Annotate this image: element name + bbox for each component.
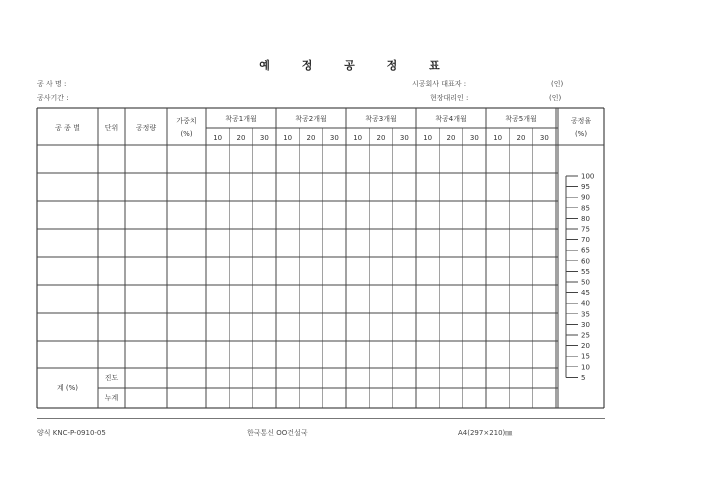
seal-mark: (인) [549,94,562,102]
rate-unit-header: (%) [574,130,588,138]
day-header: 20 [516,134,526,142]
day-header: 20 [306,134,316,142]
seal-mark: (인) [551,80,564,88]
quantity-header: 공정량 [135,124,157,132]
day-header: 20 [236,134,246,142]
day-header: 10 [213,134,223,142]
site-agent-label: 현장대리인 : [430,94,469,102]
scale-label: 100 [581,172,595,181]
weight-header: 가중치 [176,117,197,125]
day-header: 10 [283,134,293,142]
scale-label: 80 [581,214,590,223]
day-header: 10 [423,134,433,142]
unit-header: 단위 [104,124,119,132]
day-header: 30 [329,134,339,142]
scale-label: 70 [581,236,590,245]
day-header: 30 [259,134,269,142]
month-header: 착공1개월 [225,115,257,123]
day-header: 10 [353,134,363,142]
scale-label: 25 [581,331,590,340]
day-header: 30 [469,134,479,142]
work-type-header: 공 종 별 [55,124,80,132]
rate-header: 공정율 [570,117,592,125]
progress-label: 진도 [104,374,119,382]
scale-label: 35 [581,310,590,319]
day-header: 30 [399,134,409,142]
scale-label: 15 [581,352,590,361]
scale-label: 65 [581,246,590,255]
scale-label: 55 [581,267,590,276]
project-name-label: 공 사 명 : [37,80,67,88]
scale-label: 75 [581,225,590,234]
scale-label: 30 [581,320,590,329]
day-header: 20 [376,134,386,142]
page-title: 예 정 공 정 표 [259,59,454,72]
paper-size: A4(297×210)㎜ [458,429,513,437]
month-header: 착공3개월 [365,115,397,123]
cumulative-label: 누계 [104,394,119,402]
total-label: 계 (%) [56,384,79,392]
month-header: 착공2개월 [295,115,327,123]
contractor-label: 시공회사 대표자 : [412,80,467,88]
scale-label: 95 [581,183,590,192]
month-header: 착공4개월 [435,115,467,123]
organization-name: 한국통신 OO건설국 [247,429,308,437]
scale-label: 85 [581,204,590,213]
footer-divider [37,418,605,419]
scale-label: 20 [581,342,590,351]
day-header: 10 [493,134,503,142]
day-header: 20 [446,134,456,142]
scale-label: 10 [581,363,590,372]
scale-label: 45 [581,289,590,298]
scale-label: 50 [581,278,590,287]
form-code: 양식 KNC-P-0910-05 [37,429,106,437]
month-header: 착공5개월 [505,115,537,123]
scale-label: 40 [581,299,590,308]
weight-unit-header: (%) [180,130,193,138]
scale-label: 90 [581,193,590,202]
scale-label: 60 [581,257,590,266]
period-label: 공사기간 : [37,94,69,102]
scale-label: 5 [581,373,586,382]
day-header: 30 [539,134,549,142]
